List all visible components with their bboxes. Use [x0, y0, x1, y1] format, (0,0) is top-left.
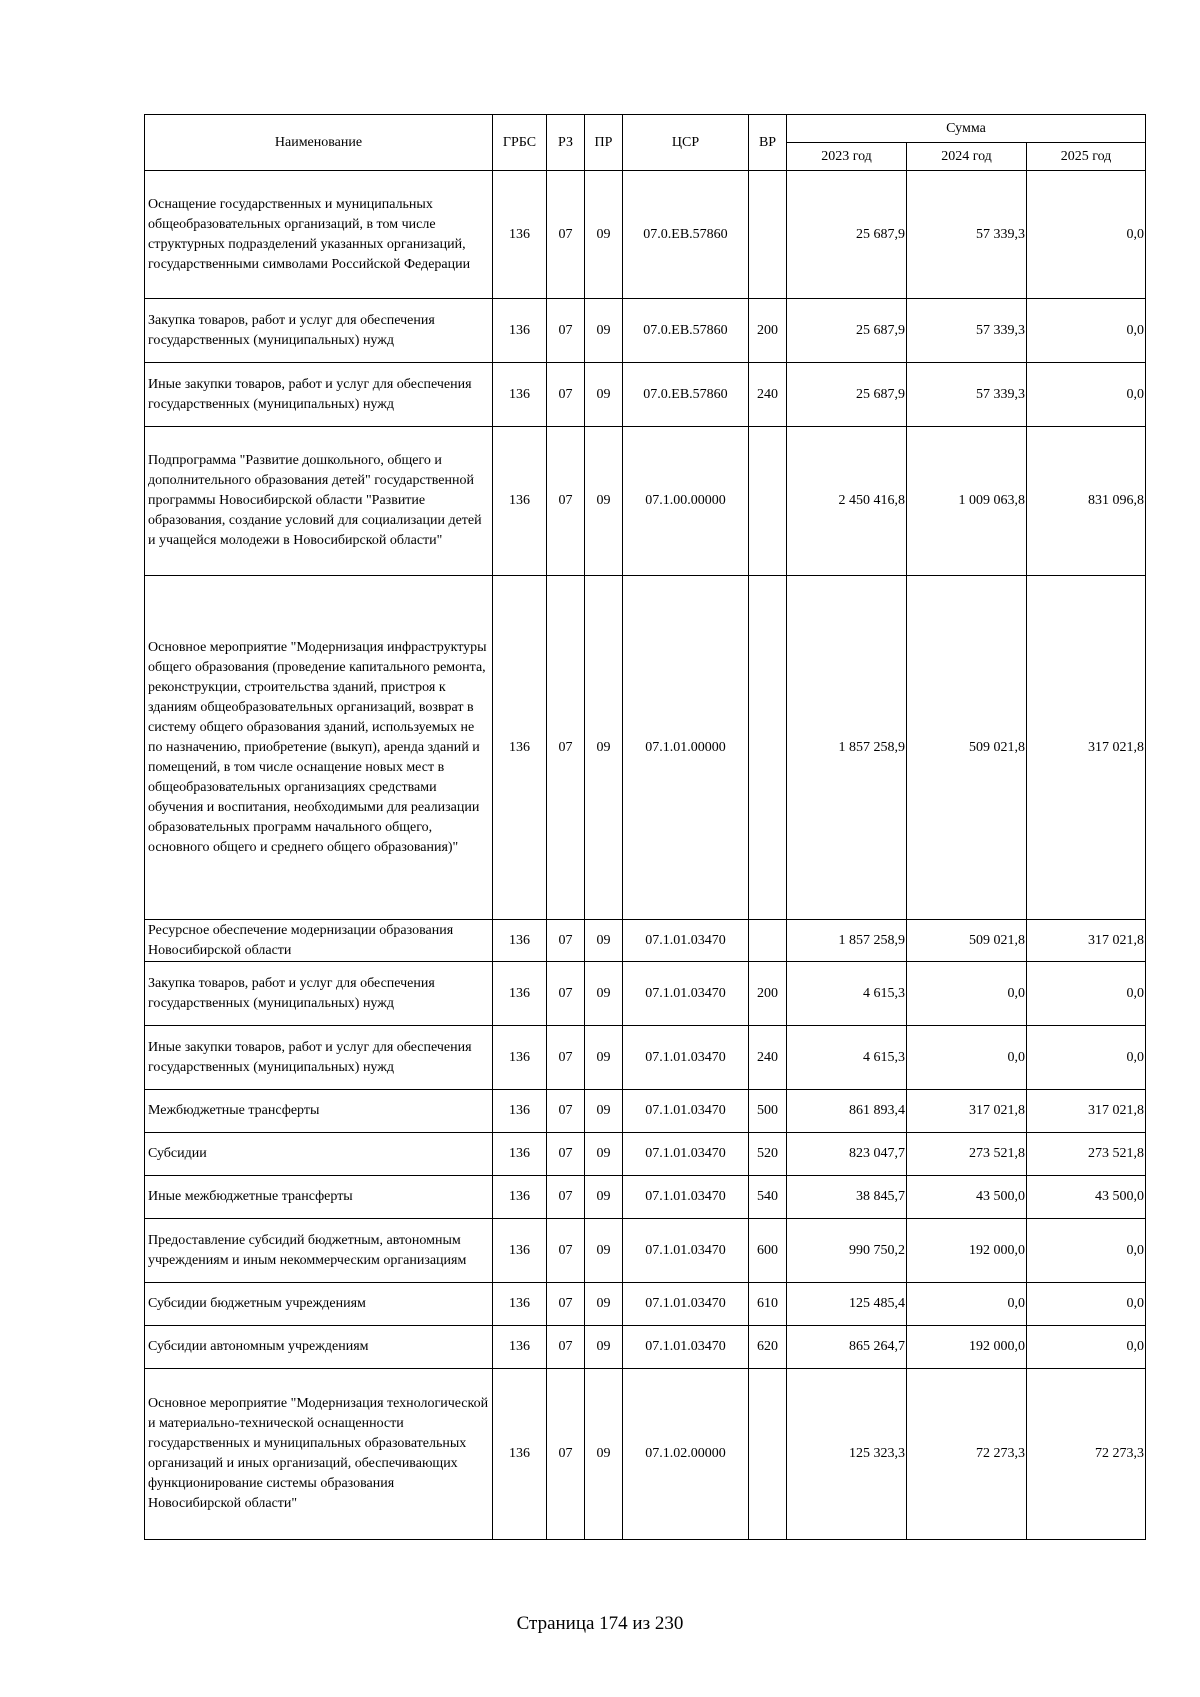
cell-pr: 09: [585, 1176, 623, 1219]
cell-2024: 273 521,8: [907, 1133, 1027, 1176]
header-sum: Сумма: [787, 115, 1146, 143]
header-csr: ЦСР: [623, 115, 749, 171]
cell-pr: 09: [585, 299, 623, 363]
table-row: [145, 299, 1146, 363]
cell-2025: 0,0: [1027, 1283, 1146, 1326]
cell-2024: 43 500,0: [907, 1176, 1027, 1219]
cell-csr: 07.1.01.03470: [623, 1090, 749, 1133]
cell-2025: 0,0: [1027, 1219, 1146, 1283]
header-rz: РЗ: [547, 115, 585, 171]
cell-pr: 09: [585, 920, 623, 962]
cell-rz: 07: [547, 920, 585, 962]
cell-vr: 200: [749, 962, 787, 1026]
cell-2025: 72 273,3: [1027, 1369, 1146, 1540]
cell-vr: 500: [749, 1090, 787, 1133]
cell-csr: 07.0.EB.57860: [623, 299, 749, 363]
header-name: Наименование: [145, 115, 493, 171]
table-row: [145, 962, 1146, 1026]
cell-csr: 07.1.02.00000: [623, 1369, 749, 1540]
table-row: [145, 1133, 1146, 1176]
cell-name: Ресурсное обеспечение модернизации образования Новосибирской области: [145, 920, 493, 962]
cell-name: Основное мероприятие "Модернизация технологической и материально-технической оснащенности государственных и муниципальных образовательных организаций и иных организаций, обеспечивающих функционирование системы образования Новосибирской области": [145, 1369, 493, 1540]
cell-pr: 09: [585, 1326, 623, 1369]
table-row: [145, 1326, 1146, 1369]
cell-vr: [749, 171, 787, 299]
table-row: [145, 1219, 1146, 1283]
cell-2023: 25 687,9: [787, 363, 907, 427]
cell-2023: 25 687,9: [787, 171, 907, 299]
cell-2024: 0,0: [907, 1026, 1027, 1090]
cell-2025: 0,0: [1027, 363, 1146, 427]
budget-table: [144, 114, 1146, 1540]
cell-grbs: 136: [493, 1090, 547, 1133]
cell-2025: 317 021,8: [1027, 920, 1146, 962]
cell-csr: 07.1.01.03470: [623, 1176, 749, 1219]
cell-csr: 07.1.00.00000: [623, 427, 749, 576]
cell-2025: 0,0: [1027, 299, 1146, 363]
table-row: [145, 1369, 1146, 1540]
cell-grbs: 136: [493, 1326, 547, 1369]
cell-rz: 07: [547, 962, 585, 1026]
cell-name: Субсидии автономным учреждениям: [145, 1326, 493, 1369]
cell-name: Иные закупки товаров, работ и услуг для обеспечения государственных (муниципальных) нужд: [145, 1026, 493, 1090]
cell-grbs: 136: [493, 1283, 547, 1326]
cell-rz: 07: [547, 427, 585, 576]
cell-pr: 09: [585, 171, 623, 299]
cell-vr: [749, 427, 787, 576]
cell-rz: 07: [547, 1219, 585, 1283]
cell-pr: 09: [585, 1026, 623, 1090]
cell-rz: 07: [547, 1326, 585, 1369]
cell-grbs: 136: [493, 1133, 547, 1176]
table-row: [145, 1090, 1146, 1133]
cell-2024: 1 009 063,8: [907, 427, 1027, 576]
cell-csr: 07.1.01.03470: [623, 1133, 749, 1176]
cell-pr: 09: [585, 1219, 623, 1283]
cell-csr: 07.1.01.03470: [623, 1219, 749, 1283]
cell-2025: 43 500,0: [1027, 1176, 1146, 1219]
cell-rz: 07: [547, 171, 585, 299]
cell-name: Иные межбюджетные трансферты: [145, 1176, 493, 1219]
cell-2024: 57 339,3: [907, 299, 1027, 363]
cell-pr: 09: [585, 1090, 623, 1133]
cell-2023: 1 857 258,9: [787, 920, 907, 962]
cell-name: Оснащение государственных и муниципальных общеобразовательных организаций, в том числе структурных подразделений указанных организаций, государственными символами Российской Федерации: [145, 171, 493, 299]
table-row: [145, 1283, 1146, 1326]
cell-vr: [749, 920, 787, 962]
cell-2023: 1 857 258,9: [787, 576, 907, 920]
cell-2025: 273 521,8: [1027, 1133, 1146, 1176]
cell-2023: 4 615,3: [787, 962, 907, 1026]
cell-vr: 540: [749, 1176, 787, 1219]
cell-grbs: 136: [493, 171, 547, 299]
cell-name: Закупка товаров, работ и услуг для обеспечения государственных (муниципальных) нужд: [145, 962, 493, 1026]
cell-vr: 600: [749, 1219, 787, 1283]
cell-pr: 09: [585, 1369, 623, 1540]
cell-grbs: 136: [493, 427, 547, 576]
cell-csr: 07.0.EB.57860: [623, 171, 749, 299]
header-year-2024: 2024 год: [907, 143, 1027, 171]
header-pr: ПР: [585, 115, 623, 171]
cell-2025: 317 021,8: [1027, 1090, 1146, 1133]
cell-2023: 990 750,2: [787, 1219, 907, 1283]
cell-csr: 07.0.EB.57860: [623, 363, 749, 427]
cell-pr: 09: [585, 962, 623, 1026]
cell-2023: 125 323,3: [787, 1369, 907, 1540]
cell-2025: 317 021,8: [1027, 576, 1146, 920]
cell-rz: 07: [547, 1026, 585, 1090]
cell-csr: 07.1.01.03470: [623, 920, 749, 962]
cell-2025: 0,0: [1027, 1026, 1146, 1090]
cell-2024: 57 339,3: [907, 171, 1027, 299]
cell-vr: 520: [749, 1133, 787, 1176]
cell-vr: 240: [749, 363, 787, 427]
cell-vr: 620: [749, 1326, 787, 1369]
cell-csr: 07.1.01.03470: [623, 1283, 749, 1326]
table-row: [145, 1026, 1146, 1090]
cell-csr: 07.1.01.00000: [623, 576, 749, 920]
cell-2024: 57 339,3: [907, 363, 1027, 427]
cell-grbs: 136: [493, 299, 547, 363]
header-year-2023: 2023 год: [787, 143, 907, 171]
table-row: [145, 363, 1146, 427]
cell-pr: 09: [585, 363, 623, 427]
table-row: [145, 1176, 1146, 1219]
cell-pr: 09: [585, 1283, 623, 1326]
cell-2023: 2 450 416,8: [787, 427, 907, 576]
cell-rz: 07: [547, 1090, 585, 1133]
table-row: [145, 920, 1146, 962]
cell-2025: 0,0: [1027, 171, 1146, 299]
cell-vr: [749, 1369, 787, 1540]
cell-rz: 07: [547, 1176, 585, 1219]
cell-name: Основное мероприятие "Модернизация инфраструктуры общего образования (проведение капитального ремонта, реконструкции, строительства зданий, пристроя к зданиям общеобразовательных организаций, возврат в систему общего образования зданий, используемых не по назначению, приобретение (выкуп), аренда зданий и помещений, в том числе оснащение новых мест в общеобразовательных организациях средствами обучения и воспитания, необходимыми для реализации образовательных программ начального общего, основного общего и среднего общего образования)": [145, 576, 493, 920]
cell-2023: 861 893,4: [787, 1090, 907, 1133]
cell-2024: 0,0: [907, 1283, 1027, 1326]
cell-grbs: 136: [493, 1219, 547, 1283]
cell-rz: 07: [547, 1369, 585, 1540]
cell-2024: 192 000,0: [907, 1219, 1027, 1283]
cell-name: Субсидии бюджетным учреждениям: [145, 1283, 493, 1326]
cell-name: Субсидии: [145, 1133, 493, 1176]
header-grbs: ГРБС: [493, 115, 547, 171]
cell-name: Межбюджетные трансферты: [145, 1090, 493, 1133]
cell-vr: 200: [749, 299, 787, 363]
cell-grbs: 136: [493, 1369, 547, 1540]
cell-rz: 07: [547, 1283, 585, 1326]
header-vr: ВР: [749, 115, 787, 171]
cell-vr: 240: [749, 1026, 787, 1090]
cell-pr: 09: [585, 427, 623, 576]
cell-2024: 72 273,3: [907, 1369, 1027, 1540]
cell-2023: 25 687,9: [787, 299, 907, 363]
cell-rz: 07: [547, 1133, 585, 1176]
cell-grbs: 136: [493, 920, 547, 962]
cell-name: Иные закупки товаров, работ и услуг для обеспечения государственных (муниципальных) нужд: [145, 363, 493, 427]
cell-grbs: 136: [493, 1026, 547, 1090]
cell-2024: 317 021,8: [907, 1090, 1027, 1133]
cell-2024: 0,0: [907, 962, 1027, 1026]
cell-rz: 07: [547, 363, 585, 427]
table-body: [145, 171, 1146, 1540]
cell-2025: 831 096,8: [1027, 427, 1146, 576]
cell-pr: 09: [585, 576, 623, 920]
cell-grbs: 136: [493, 962, 547, 1026]
cell-name: Подпрограмма "Развитие дошкольного, общего и дополнительного образования детей" государственной программы Новосибирской области "Развитие образования, создание условий для социализации детей и учащейся молодежи в Новосибирской области": [145, 427, 493, 576]
table-row: [145, 576, 1146, 920]
cell-csr: 07.1.01.03470: [623, 1026, 749, 1090]
cell-rz: 07: [547, 576, 585, 920]
cell-2023: 865 264,7: [787, 1326, 907, 1369]
table-row: [145, 427, 1146, 576]
cell-2024: 192 000,0: [907, 1326, 1027, 1369]
cell-grbs: 136: [493, 576, 547, 920]
cell-grbs: 136: [493, 1176, 547, 1219]
cell-pr: 09: [585, 1133, 623, 1176]
cell-2025: 0,0: [1027, 1326, 1146, 1369]
cell-2024: 509 021,8: [907, 576, 1027, 920]
table-row: [145, 171, 1146, 299]
cell-csr: 07.1.01.03470: [623, 1326, 749, 1369]
cell-vr: [749, 576, 787, 920]
header-year-2025: 2025 год: [1027, 143, 1146, 171]
cell-vr: 610: [749, 1283, 787, 1326]
cell-2023: 4 615,3: [787, 1026, 907, 1090]
cell-name: Закупка товаров, работ и услуг для обеспечения государственных (муниципальных) нужд: [145, 299, 493, 363]
page-number: Страница 174 из 230: [516, 1613, 684, 1634]
cell-csr: 07.1.01.03470: [623, 962, 749, 1026]
cell-2023: 125 485,4: [787, 1283, 907, 1326]
cell-2025: 0,0: [1027, 962, 1146, 1026]
cell-grbs: 136: [493, 363, 547, 427]
cell-2024: 509 021,8: [907, 920, 1027, 962]
cell-rz: 07: [547, 299, 585, 363]
cell-2023: 823 047,7: [787, 1133, 907, 1176]
cell-name: Предоставление субсидий бюджетным, автономным учреждениям и иным некоммерческим организациям: [145, 1219, 493, 1283]
cell-2023: 38 845,7: [787, 1176, 907, 1219]
